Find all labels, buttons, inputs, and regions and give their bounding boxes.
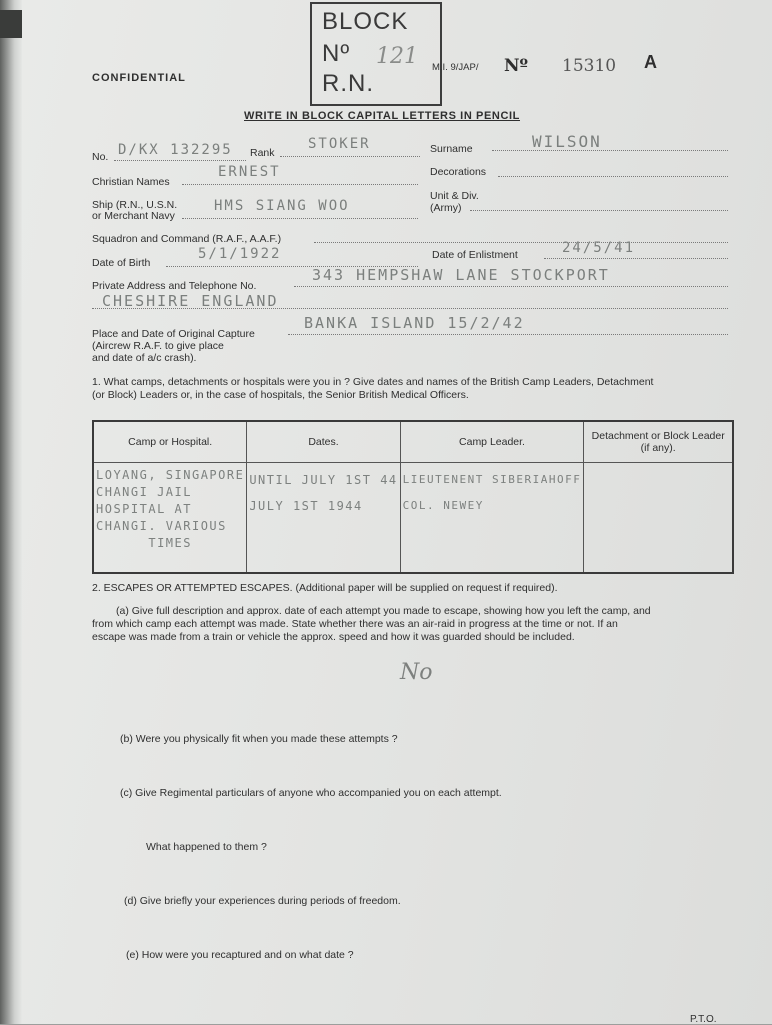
squadron-line [314, 242, 728, 243]
unit-line [470, 210, 728, 211]
question-2-heading: 2. ESCAPES OR ATTEMPTED ESCAPES. (Additional paper will be supplied on request if required). [92, 582, 558, 594]
dob-value: 5/1/1922 [198, 246, 282, 262]
stamp-block: BLOCK [322, 8, 409, 35]
enlistment-value: 24/5/41 [562, 240, 636, 256]
no-label: No. [92, 151, 109, 163]
cell-camps-text: LOYANG, SINGAPORE CHANGI JAIL HOSPITAL AT CHANGI. VARIOUS TIMES [96, 468, 245, 550]
ship-label-2: or Merchant Navy [92, 210, 175, 222]
rank-line [280, 156, 420, 157]
form-code: M.I. 9/JAP/ [432, 62, 479, 73]
surname-line [492, 150, 728, 151]
serial-no-label: Nº [504, 56, 529, 76]
christian-names-label: Christian Names [92, 176, 170, 188]
ship-label-1: Ship (R.N., U.S.N. [92, 199, 178, 211]
decorations-label: Decorations [430, 166, 487, 178]
pencil-instruction: WRITE IN BLOCK CAPITAL LETTERS IN PENCIL [244, 110, 520, 122]
cell-camps [93, 463, 247, 574]
cell-camp-leader [400, 463, 584, 574]
header-detachment-leader: Detachment or Block Leader (if any). [584, 421, 733, 463]
capture-label-1: Place and Date of Original Capture [92, 328, 255, 340]
capture-label-2: (Aircrew R.A.F. to give place [92, 340, 224, 352]
decorations-line [498, 176, 728, 177]
header-dates: Dates. [247, 421, 400, 463]
rank-label: Rank [250, 147, 275, 159]
stamp-no: Nº [322, 40, 351, 67]
camps-table [92, 420, 734, 574]
address-line-1 [294, 286, 728, 287]
question-1-line-2: (or Block) Leaders or, in the case of hospitals, the Senior British Medical Officers. [92, 389, 469, 401]
stamp-rn: R.N. [322, 70, 374, 97]
address-value-1: 343 HEMPSHAW LANE STOCKPORT [312, 266, 610, 284]
no-line [114, 160, 246, 161]
christian-names-value: ERNEST [218, 164, 281, 180]
address-value-2: CHESHIRE ENGLAND [102, 292, 279, 310]
unit-label-2: (Army) [430, 202, 462, 214]
enlistment-line [544, 258, 728, 259]
question-1-line-1: 1. What camps, detachments or hospitals were you in ? Give dates and names of the British Camp Leaders, Detachment [92, 376, 654, 388]
cell-dates [247, 463, 400, 574]
serial-number: 15310 [562, 56, 617, 76]
ship-line [182, 218, 418, 219]
unit-label-1: Unit & Div. [430, 190, 479, 202]
cell-detachment-leader [584, 463, 733, 574]
block-rn-stamp [310, 2, 442, 106]
capture-label-3: and date of a/c crash). [92, 352, 197, 364]
surname-label: Surname [430, 143, 473, 155]
address-label: Private Address and Telephone No. [92, 280, 257, 292]
question-2c-followup: What happened to them ? [146, 841, 267, 853]
serial-suffix: A [644, 52, 657, 72]
camps-table-header-row [93, 421, 733, 463]
question-2b: (b) Were you physically fit when you made these attempts ? [120, 733, 398, 745]
header-camp-leader: Camp Leader. [400, 421, 584, 463]
cell-dates-text: UNTIL JULY 1ST 44 JULY 1ST 1944 [249, 473, 398, 513]
rank-value: STOKER [308, 136, 371, 152]
pto-note: P.T.O. [690, 1014, 717, 1025]
address-line-2 [92, 308, 728, 309]
confidential-label: CONFIDENTIAL [92, 72, 186, 84]
header-camp-or-hospital: Camp or Hospital. [93, 421, 247, 463]
enlistment-label: Date of Enlistment [432, 249, 518, 261]
dob-label: Date of Birth [92, 257, 151, 269]
ship-value: HMS SIANG WOO [214, 198, 350, 214]
question-2a-line-3: escape was made from a train or vehicle the approx. speed and how it was guarded should be included. [92, 631, 575, 643]
question-2a-answer: No [400, 660, 433, 685]
stamp-number-handwritten: 121 [376, 44, 418, 69]
question-2d: (d) Give briefly your experiences during periods of freedom. [124, 895, 401, 907]
cell-camp-leader-text: LIEUTENENT SIBERIAHOFF COL. NEWEY [402, 473, 582, 512]
surname-value: WILSON [532, 132, 602, 151]
question-2a-line-1: (a) Give full description and approx. date of each attempt you made to escape, showing how you left the camp, and [116, 605, 651, 617]
christian-line [182, 184, 418, 185]
no-value: D/KX 132295 [118, 142, 233, 158]
question-2a-line-2: from which camp each attempt was made. State whether there was an air-raid in progress at the time or not. If an [92, 618, 618, 630]
capture-value: BANKA ISLAND 15/2/42 [304, 314, 525, 332]
squadron-label: Squadron and Command (R.A.F., A.A.F.) [92, 233, 282, 245]
question-2e: (e) How were you recaptured and on what date ? [126, 949, 354, 961]
question-2c: (c) Give Regimental particulars of anyone who accompanied you on each attempt. [120, 787, 502, 799]
capture-line [288, 334, 728, 335]
camps-table-row [93, 463, 733, 574]
